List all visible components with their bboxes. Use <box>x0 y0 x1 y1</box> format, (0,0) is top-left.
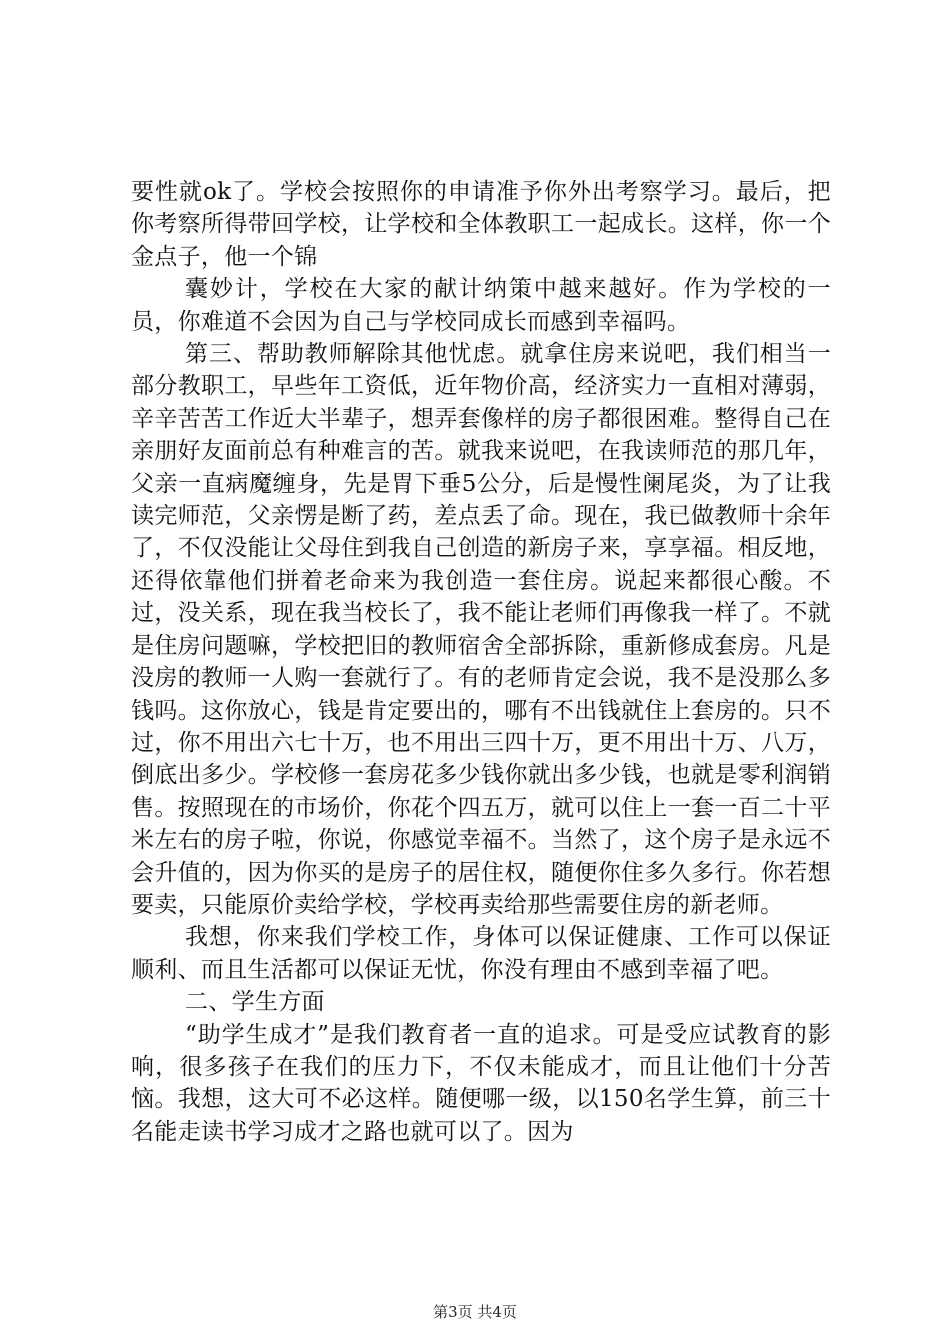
page-footer: 第3页 共4页 <box>433 1303 517 1321</box>
body-text <box>131 176 831 1148</box>
section-heading-students: 二、学生方面 <box>185 989 325 1016</box>
paragraph-1: 要性就ok了。学校会按照你的申请准予你外出考察学习。最后，把你考察所得带回学校，让学校和全体教职工一起成长。这样，你一个金点子，他一个锦 <box>131 179 831 270</box>
paragraph-3: 第三、帮助教师解除其他忧虑。就拿住房来说吧，我们相当一部分教职工，早些年工资低，近年物价高，经济实力一直相对薄弱，辛辛苦苦工作近大半辈子，想弄套像样的房子都很困难。整得自己在亲朋好友面前总有种难言的苦。就我来说吧，在我读师范的那几年，父亲一直病魔缠身，先是胃下垂5公分，后是慢性阑尾炎，为了让我读完师范，父亲愣是断了药，差点丢了命。现在，我已做教师十余年了，不仅没能让父母住到我自己创造的新房子来，享享福。相反地，还得依靠他们拼着老命来为我创造一套住房。说起来都很心酸。不过，没关系，现在我当校长了，我不能让老师们再像我一样了。不就是住房问题嘛，学校把旧的教师宿舍全部拆除，重新修成套房。凡是没房的教师一人购一套就行了。有的老师肯定会说，我不是没那么多钱吗。这你放心，钱是肯定要出的，哪有不出钱就住上套房的。只不过，你不用出六七十万，也不用出三四十万，更不用出十万、八万，倒底出多少。学校修一套房花多少钱你就出多少钱，也就是零利润销售。按照现在的市场价，你花个四五万，就可以住上一套一百二十平米左右的房子啦，你说，你感觉幸福不。当然了，这个房子是永远不会升值的，因为你买的是房子的居住权，随便你住多久多行。你若想要卖，只能原价卖给学校，学校再卖给那些需要住房的新老师。 <box>131 341 831 918</box>
paragraph-2: 囊妙计，学校在大家的献计纳策中越来越好。作为学校的一员，你难道不会因为自己与学校同成长而感到幸福吗。 <box>131 276 831 335</box>
paragraph-5: “助学生成才”是我们教育者一直的追求。可是受应试教育的影响，很多孩子在我们的压力下，不仅未能成才，而且让他们十分苦恼。我想，这大可不必这样。随便哪一级，以150名学生算，前三十名能走读书学习成才之路也就可以了。因为 <box>131 1021 831 1145</box>
paragraph-4: 我想，你来我们学校工作，身体可以保证健康、工作可以保证顺利、而且生活都可以保证无忧，你没有理由不感到幸福了吧。 <box>131 924 831 983</box>
